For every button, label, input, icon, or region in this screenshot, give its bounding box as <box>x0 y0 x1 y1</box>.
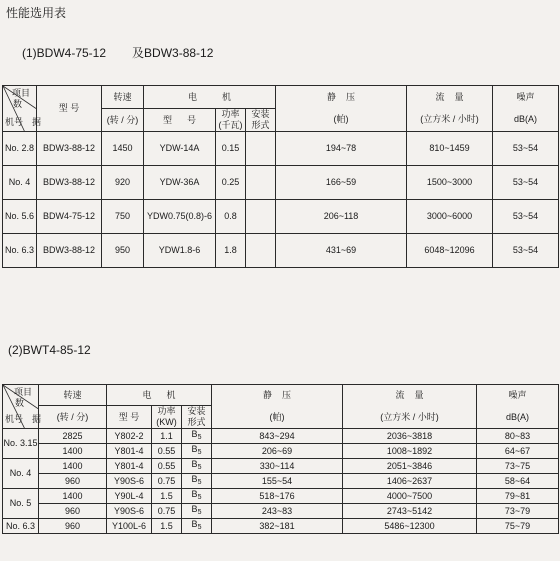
noise-label: 噪声 <box>516 92 535 102</box>
table2-corner-header <box>3 385 42 429</box>
cell-pressure: 206~69 <box>212 444 343 459</box>
cell-speed: 960 <box>39 504 107 519</box>
header-install <box>182 406 212 429</box>
page-title: 性能选用表 <box>6 6 67 20</box>
cell-motor: YDW-36A <box>144 166 216 200</box>
cell-speed: 950 <box>102 234 144 268</box>
cell-flow: 1406~2637 <box>343 474 477 489</box>
cell-power: 0.75 <box>152 474 182 489</box>
cell-motor: Y802-2 <box>107 429 152 444</box>
cell-power: 0.55 <box>152 459 182 474</box>
install-main: B <box>191 444 198 454</box>
header-motor: 电 机 <box>144 86 276 109</box>
cell-noise: 73~75 <box>477 459 559 474</box>
install-sub: 5 <box>197 449 202 456</box>
install-main: B <box>191 504 198 514</box>
cell-install <box>182 519 212 534</box>
cell-flow: 2036~3818 <box>343 429 477 444</box>
cell-noise: 53~54 <box>493 200 559 234</box>
cell-noise: 53~54 <box>493 132 559 166</box>
header-pressure <box>212 385 343 429</box>
cell-flow: 2743~5142 <box>343 504 477 519</box>
cell-power: 0.55 <box>152 444 182 459</box>
pressure-unit: (帕) <box>269 412 285 422</box>
cell-no: No. 6.3 <box>3 234 37 268</box>
cell-install <box>182 459 212 474</box>
cell-install <box>246 132 276 166</box>
cell-model: BDW3-88-12 <box>37 132 102 166</box>
cell-power: 1.8 <box>216 234 246 268</box>
install-sub: 5 <box>197 479 202 486</box>
corner-bottom-right-label: 据 <box>32 117 42 127</box>
cell-pressure: 206~118 <box>276 200 407 234</box>
noise-label: 噪声 <box>508 390 527 400</box>
table-row <box>3 429 559 444</box>
table2-title: (2)BWT4-85-12 <box>8 343 91 357</box>
cell-power: 0.75 <box>152 504 182 519</box>
cell-flow: 4000~7500 <box>343 489 477 504</box>
cell-model: BDW3-88-12 <box>37 234 102 268</box>
cell-model: BDW4-75-12 <box>37 200 102 234</box>
table-row <box>3 234 559 268</box>
header-speed-unit: (转 / 分) <box>102 109 144 132</box>
header-motor-model: 型 号 <box>107 406 152 429</box>
cell-noise: 73~79 <box>477 504 559 519</box>
cell-speed: 1400 <box>39 444 107 459</box>
cell-power: 0.25 <box>216 166 246 200</box>
header-pressure <box>276 86 407 132</box>
cell-power: 0.8 <box>216 200 246 234</box>
table-row <box>3 519 559 534</box>
flow-unit: (立方米 / 小时) <box>380 412 439 422</box>
install-main: B <box>191 489 198 499</box>
cell-install <box>246 234 276 268</box>
header-install <box>246 109 276 132</box>
table1-title-suffix: 及BDW3-88-12 <box>132 46 214 60</box>
power-unit: (千瓦) <box>218 120 243 130</box>
flow-unit: (立方米 / 小时) <box>420 114 479 124</box>
cell-flow: 2051~3846 <box>343 459 477 474</box>
install-sub: 5 <box>197 434 202 441</box>
header-speed: 转速 <box>102 86 144 109</box>
header-model: 型 号 <box>37 86 102 132</box>
cell-pressure: 155~54 <box>212 474 343 489</box>
table1 <box>2 85 559 268</box>
install-main: B <box>191 519 198 529</box>
cell-noise: 58~64 <box>477 474 559 489</box>
install-main: B <box>191 474 198 484</box>
cell-flow: 1500~3000 <box>407 166 493 200</box>
flow-label: 流 量 <box>395 390 424 400</box>
table1-title-main: (1)BDW4-75-12 <box>22 46 107 60</box>
cell-flow: 5486~12300 <box>343 519 477 534</box>
cell-pressure: 431~69 <box>276 234 407 268</box>
corner-top-label: 项目 <box>13 387 32 397</box>
corner-bottom-right-label: 据 <box>32 414 42 424</box>
header-noise <box>493 86 559 132</box>
header-motor: 电 机 <box>107 385 212 406</box>
cell-power: 1.1 <box>152 429 182 444</box>
install-sub: 5 <box>197 524 202 531</box>
header-speed-unit: (转 / 分) <box>39 406 107 429</box>
cell-install <box>182 444 212 459</box>
cell-speed: 750 <box>102 200 144 234</box>
cell-motor: Y801-4 <box>107 444 152 459</box>
corner-bottom-left-label: 机号 <box>5 117 24 127</box>
table-row <box>3 459 559 474</box>
cell-install <box>246 166 276 200</box>
pressure-unit: (帕) <box>333 114 349 124</box>
cell-install <box>182 474 212 489</box>
header-power <box>216 109 246 132</box>
install-sub: 5 <box>197 509 202 516</box>
cell-no: No. 3.15 <box>3 429 39 459</box>
table-row <box>3 489 559 504</box>
table-row <box>3 132 559 166</box>
cell-speed: 960 <box>39 519 107 534</box>
cell-pressure: 330~114 <box>212 459 343 474</box>
cell-flow: 6048~12096 <box>407 234 493 268</box>
corner-mid-label: 数 <box>12 99 22 109</box>
cell-noise: 64~67 <box>477 444 559 459</box>
install-sub: 5 <box>197 494 202 501</box>
cell-speed: 2825 <box>39 429 107 444</box>
table-row <box>3 504 559 519</box>
cell-model: BDW3-88-12 <box>37 166 102 200</box>
table-row <box>3 474 559 489</box>
cell-speed: 1450 <box>102 132 144 166</box>
cell-power: 1.5 <box>152 519 182 534</box>
table1-corner-header <box>3 86 42 132</box>
cell-noise: 79~81 <box>477 489 559 504</box>
cell-install <box>182 429 212 444</box>
cell-motor: Y801-4 <box>107 459 152 474</box>
header-noise <box>477 385 559 429</box>
cell-no: No. 5 <box>3 489 39 519</box>
install-main: B <box>191 429 198 439</box>
cell-pressure: 166~59 <box>276 166 407 200</box>
cell-noise: 53~54 <box>493 234 559 268</box>
table1-title <box>22 44 213 61</box>
header-flow <box>407 86 493 132</box>
cell-flow: 810~1459 <box>407 132 493 166</box>
cell-power: 1.5 <box>152 489 182 504</box>
install-label: 安装 <box>187 406 206 416</box>
cell-pressure: 518~176 <box>212 489 343 504</box>
noise-unit: dB(A) <box>506 412 530 422</box>
header-motor-model: 型 号 <box>144 109 216 132</box>
table-row <box>3 166 559 200</box>
header-speed: 转速 <box>39 385 107 406</box>
install-sub: 5 <box>197 464 202 471</box>
cell-motor: Y90S-6 <box>107 504 152 519</box>
cell-noise: 75~79 <box>477 519 559 534</box>
cell-motor: Y90S-6 <box>107 474 152 489</box>
install-label-2: 形式 <box>187 417 206 427</box>
cell-install <box>246 200 276 234</box>
cell-power: 0.15 <box>216 132 246 166</box>
cell-speed: 920 <box>102 166 144 200</box>
cell-no: No. 4 <box>3 166 37 200</box>
table2-body <box>3 429 559 534</box>
header-power <box>152 406 182 429</box>
header-flow <box>343 385 477 429</box>
pressure-label: 静 压 <box>263 390 292 400</box>
cell-no: No. 6.3 <box>3 519 39 534</box>
cell-motor: Y90L-4 <box>107 489 152 504</box>
cell-flow: 3000~6000 <box>407 200 493 234</box>
install-label-2: 形式 <box>251 120 270 130</box>
cell-pressure: 382~181 <box>212 519 343 534</box>
noise-unit: dB(A) <box>513 114 537 124</box>
install-label: 安装 <box>251 109 270 119</box>
cell-noise: 80~83 <box>477 429 559 444</box>
cell-no: No. 2.8 <box>3 132 37 166</box>
install-main: B <box>191 459 198 469</box>
cell-install <box>182 489 212 504</box>
corner-top-label: 项目 <box>11 88 30 98</box>
table-row <box>3 444 559 459</box>
pressure-label: 静 压 <box>326 92 355 102</box>
cell-install <box>182 504 212 519</box>
cell-pressure: 194~78 <box>276 132 407 166</box>
cell-motor: YDW1.8-6 <box>144 234 216 268</box>
power-label: 功率 <box>157 406 176 416</box>
cell-motor: Y100L-6 <box>107 519 152 534</box>
cell-motor: YDW0.75(0.8)-6 <box>144 200 216 234</box>
corner-mid-label: 数 <box>14 398 24 408</box>
cell-speed: 960 <box>39 474 107 489</box>
cell-pressure: 243~83 <box>212 504 343 519</box>
cell-pressure: 843~294 <box>212 429 343 444</box>
cell-speed: 1400 <box>39 489 107 504</box>
table2 <box>2 384 559 534</box>
cell-motor: YDW-14A <box>144 132 216 166</box>
cell-flow: 1008~1892 <box>343 444 477 459</box>
power-label: 功率 <box>221 109 240 119</box>
cell-no: No. 4 <box>3 459 39 489</box>
flow-label: 流 量 <box>435 92 464 102</box>
cell-noise: 53~54 <box>493 166 559 200</box>
cell-speed: 1400 <box>39 459 107 474</box>
cell-no: No. 5.6 <box>3 200 37 234</box>
table-row <box>3 200 559 234</box>
power-unit: (KW) <box>156 417 177 427</box>
corner-bottom-left-label: 机号 <box>5 414 24 424</box>
